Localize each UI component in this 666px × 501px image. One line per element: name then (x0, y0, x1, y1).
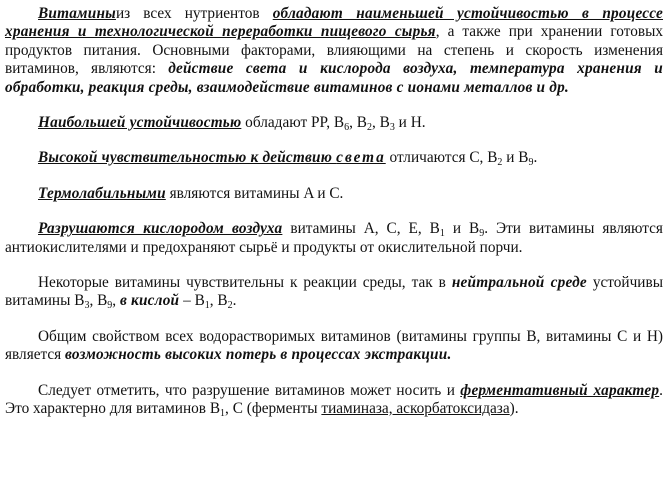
text: устойчивы витамины B (5, 274, 663, 310)
subscript: 3 (84, 300, 90, 312)
text: . (232, 292, 237, 310)
document-page (5, 5, 663, 419)
text: и H. (394, 114, 426, 132)
text: витамины A, C, E, B (282, 220, 440, 238)
paragraph-enzymatic (5, 382, 663, 419)
paragraph-oxygen (5, 220, 663, 257)
emphasis-light-sensitivity: Высокой чувствительностью к действию (38, 149, 337, 167)
text: . Это характерно для витаминов B (5, 381, 663, 418)
subscript: 6 (344, 122, 350, 134)
subscript: 1 (220, 408, 226, 420)
subscript: 2 (497, 157, 503, 169)
paragraph-vitamin-stability (5, 5, 663, 97)
text: , а также при хранении готовых продуктов питания. Основными факторами, влияющими на степень и скорость изменения витаминов, являются: (5, 23, 664, 78)
text: , B (349, 114, 367, 132)
text: и B (502, 149, 529, 167)
emphasis-thermolabile: Термолабильными (38, 184, 166, 202)
text: и B (444, 220, 480, 238)
text: – B (179, 292, 205, 310)
emphasis-factors: действие света и кислорода воздуха, температура хранения и обработки, реакция среды, взаимодействие витаминов с ионами металлов и др. (5, 60, 663, 96)
subscript: 3 (389, 122, 395, 134)
text: , B (89, 292, 108, 310)
text: являются витамины A и C. (165, 184, 344, 202)
text: обладают PP, B (241, 114, 345, 132)
text: , C (ферменты (225, 400, 322, 418)
subscript: 2 (227, 300, 233, 312)
text: Некоторые витамины чувствительны к реакции среды, так в (38, 274, 452, 292)
text: Общим свойством всех водорастворимых витаминов (витамины группы B, витамины C и H) является (5, 327, 663, 364)
paragraph-most-stable (5, 114, 663, 132)
text: . Эти витамины являются антиокислителями и предохраняют сырьё и продукты от окислительной порчи. (5, 220, 663, 256)
subscript: 1 (204, 300, 210, 312)
emphasis-oxygen: Разрушаются кислородом воздуха (38, 220, 283, 238)
subscript: 9 (528, 157, 534, 169)
emphasis-neutral: нейтральной среде (451, 274, 587, 292)
emphasis-enzymatic: ферментативный характер (460, 381, 660, 399)
subscript: 2 (367, 122, 372, 134)
paragraph-light-sensitive (5, 149, 663, 167)
text: из всех нутриентов (115, 5, 273, 22)
text: , (112, 292, 120, 310)
emphasis-light: света (336, 149, 386, 167)
subscript: 9 (479, 228, 485, 240)
paragraph-extraction (5, 328, 663, 365)
emphasis-extraction-losses: возможность высоких потерь в процессах экстракции. (65, 346, 452, 364)
emphasis-least-stable: обладают наименьшей устойчивостью в процессе хранения и технологической переработки пищевого сырья (5, 5, 664, 41)
paragraph-ph-reaction (5, 274, 663, 311)
enzymes-underlined: тиаминаза, аскорбатоксидаза (321, 400, 510, 418)
emphasis-vitamins: Витамины (38, 5, 116, 22)
text: Следует отметить, что разрушение витаминов может носить и (38, 381, 461, 399)
text: , B (372, 114, 390, 132)
text: отличаются C, B (385, 149, 498, 167)
text: ). (509, 400, 519, 418)
emphasis-acidic: в кислой (119, 292, 180, 310)
subscript: 1 (439, 228, 445, 240)
paragraph-thermolabile (5, 185, 663, 203)
text: , B (209, 292, 228, 310)
text: . (533, 149, 538, 167)
emphasis-most-stable: Наибольшей устойчивостью (38, 114, 242, 132)
subscript: 9 (107, 300, 113, 312)
